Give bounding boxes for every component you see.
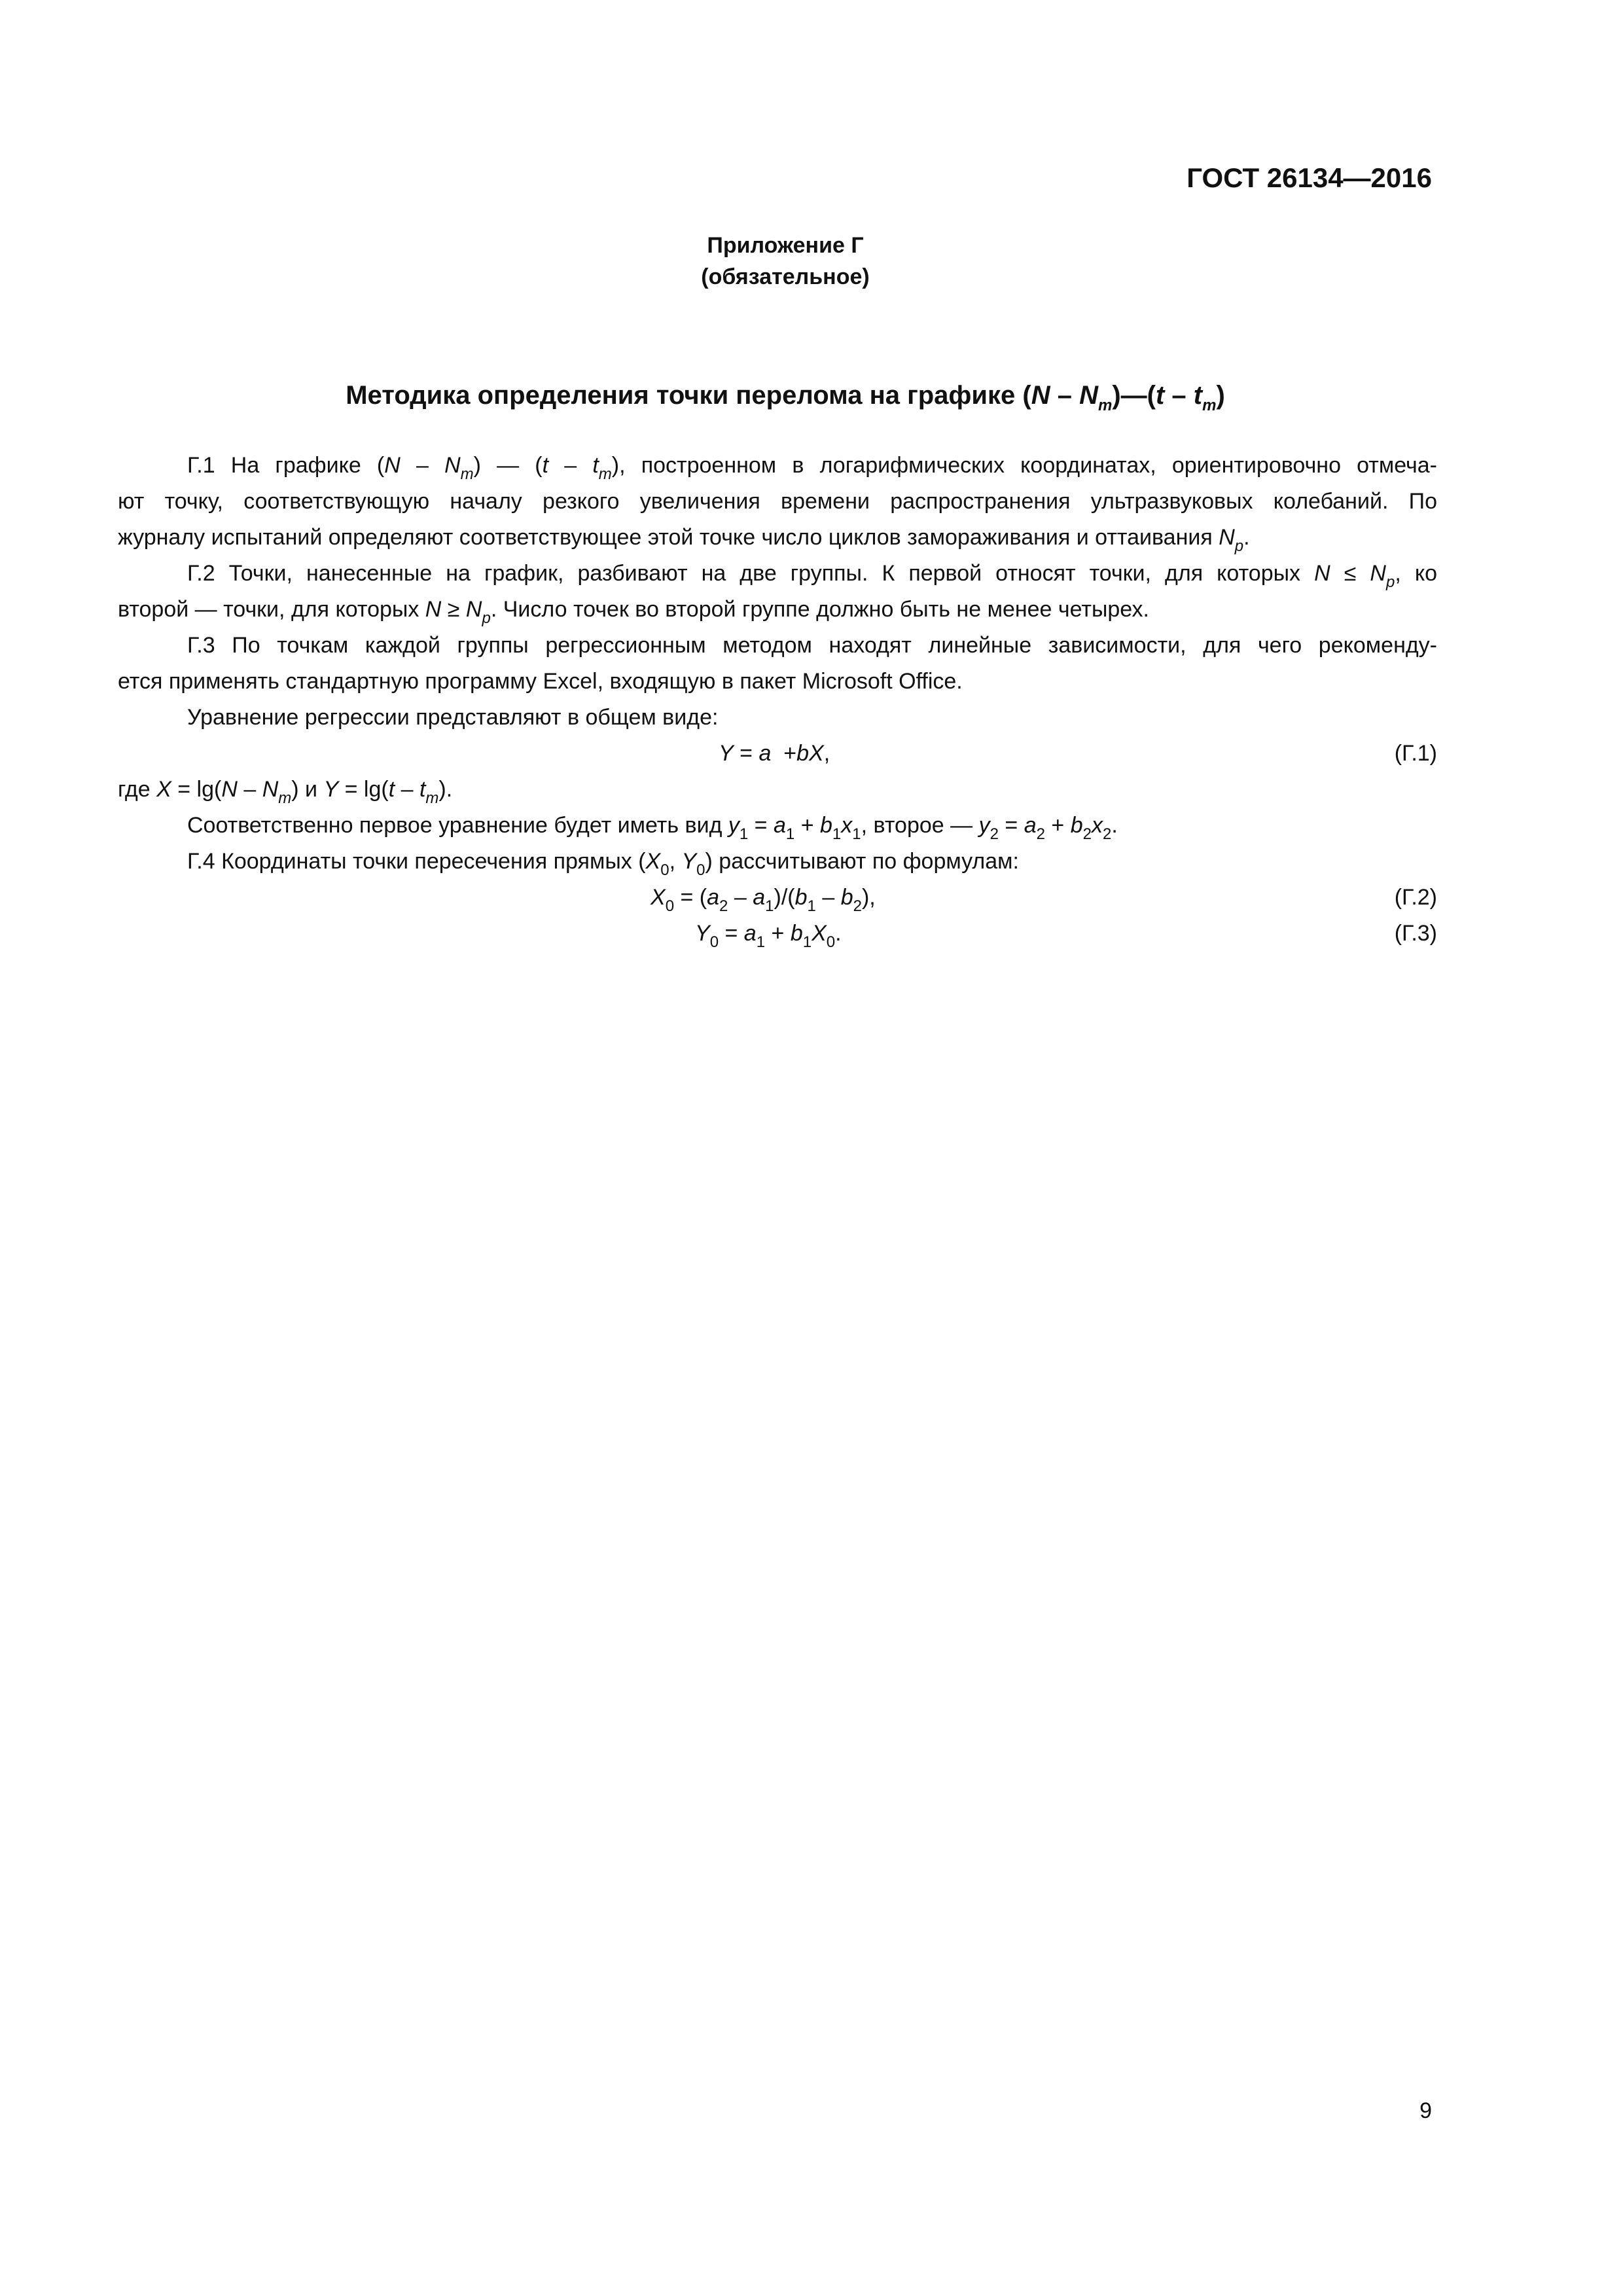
equation-g3-number: (Г.3): [1394, 921, 1437, 946]
equation-g3: [118, 916, 1437, 952]
equation-g1-formula: Y = a +bX,: [719, 741, 830, 766]
equation-g2-formula: $X_0 = (a_2 - a_1)/(b_1 - b_2)$,: [651, 885, 876, 915]
paragraph-g4: Г.4 Координаты точки пересечения прямых ($X_0$, $Y_0$) рассчитывают по формулам:: [187, 849, 1019, 879]
equation-g2-number: (Г.2): [1394, 885, 1437, 910]
paragraph-g1: Г.1 На графике $(N - N_m)$ — $(t - t_m)$, построенном в логарифмических координатах, ориентировочно отмеча- ют точку, соответствующую началу резкого увеличения времени распространения ультразвуковых колебаний. По журналу испытаний определяют соответствующее этой точке число циклов замораживания и оттаивания $N_p$.: [118, 453, 1437, 555]
page-number: 9: [1419, 2098, 1432, 2123]
paragraph-accordingly: Соответственно первое уравнение будет иметь вид $y_1 = a_1 + b_1x_1$, второе — $y_2 = a_2 + b_2x_2$.: [187, 813, 1118, 843]
section-title: Методика определения точки перелома на графике $(N - N_m)—(t - t_m)$: [346, 381, 1225, 414]
equation-g3-formula: $Y_0 = a_1 + b_1X_0$.: [695, 921, 842, 951]
appendix-title: Приложение Г: [707, 233, 864, 258]
variables-definition: где $X = \lg(N - N_m)$ и $Y = \lg(t - t_m)$.: [118, 777, 453, 807]
paragraph-g3: Г.3 По точкам каждой группы регрессионным методом находят линейные зависимости, для чего рекоменду- ется применять стандартную программу Excel, входящую в пакет Microsoft Office.: [118, 633, 1437, 694]
document-body: [118, 448, 1437, 952]
equation-g1-number: (Г.1): [1394, 741, 1437, 766]
regression-intro: Уравнение регрессии представляют в общем виде:: [187, 705, 719, 730]
document-header-id: ГОСТ 26134—2016: [1186, 162, 1432, 193]
paragraph-g2: Г.2 Точки, нанесенные на график, разбивают на две группы. К первой относят точки, для которых $N \le N_p$, ко второй — точки, для которых $N \ge N_p$. Число точек во второй группе должно быть не менее четырех.: [118, 561, 1437, 627]
appendix-type: (обязательное): [701, 264, 870, 289]
equation-g1: [118, 736, 1437, 772]
equation-g2: [118, 880, 1437, 916]
